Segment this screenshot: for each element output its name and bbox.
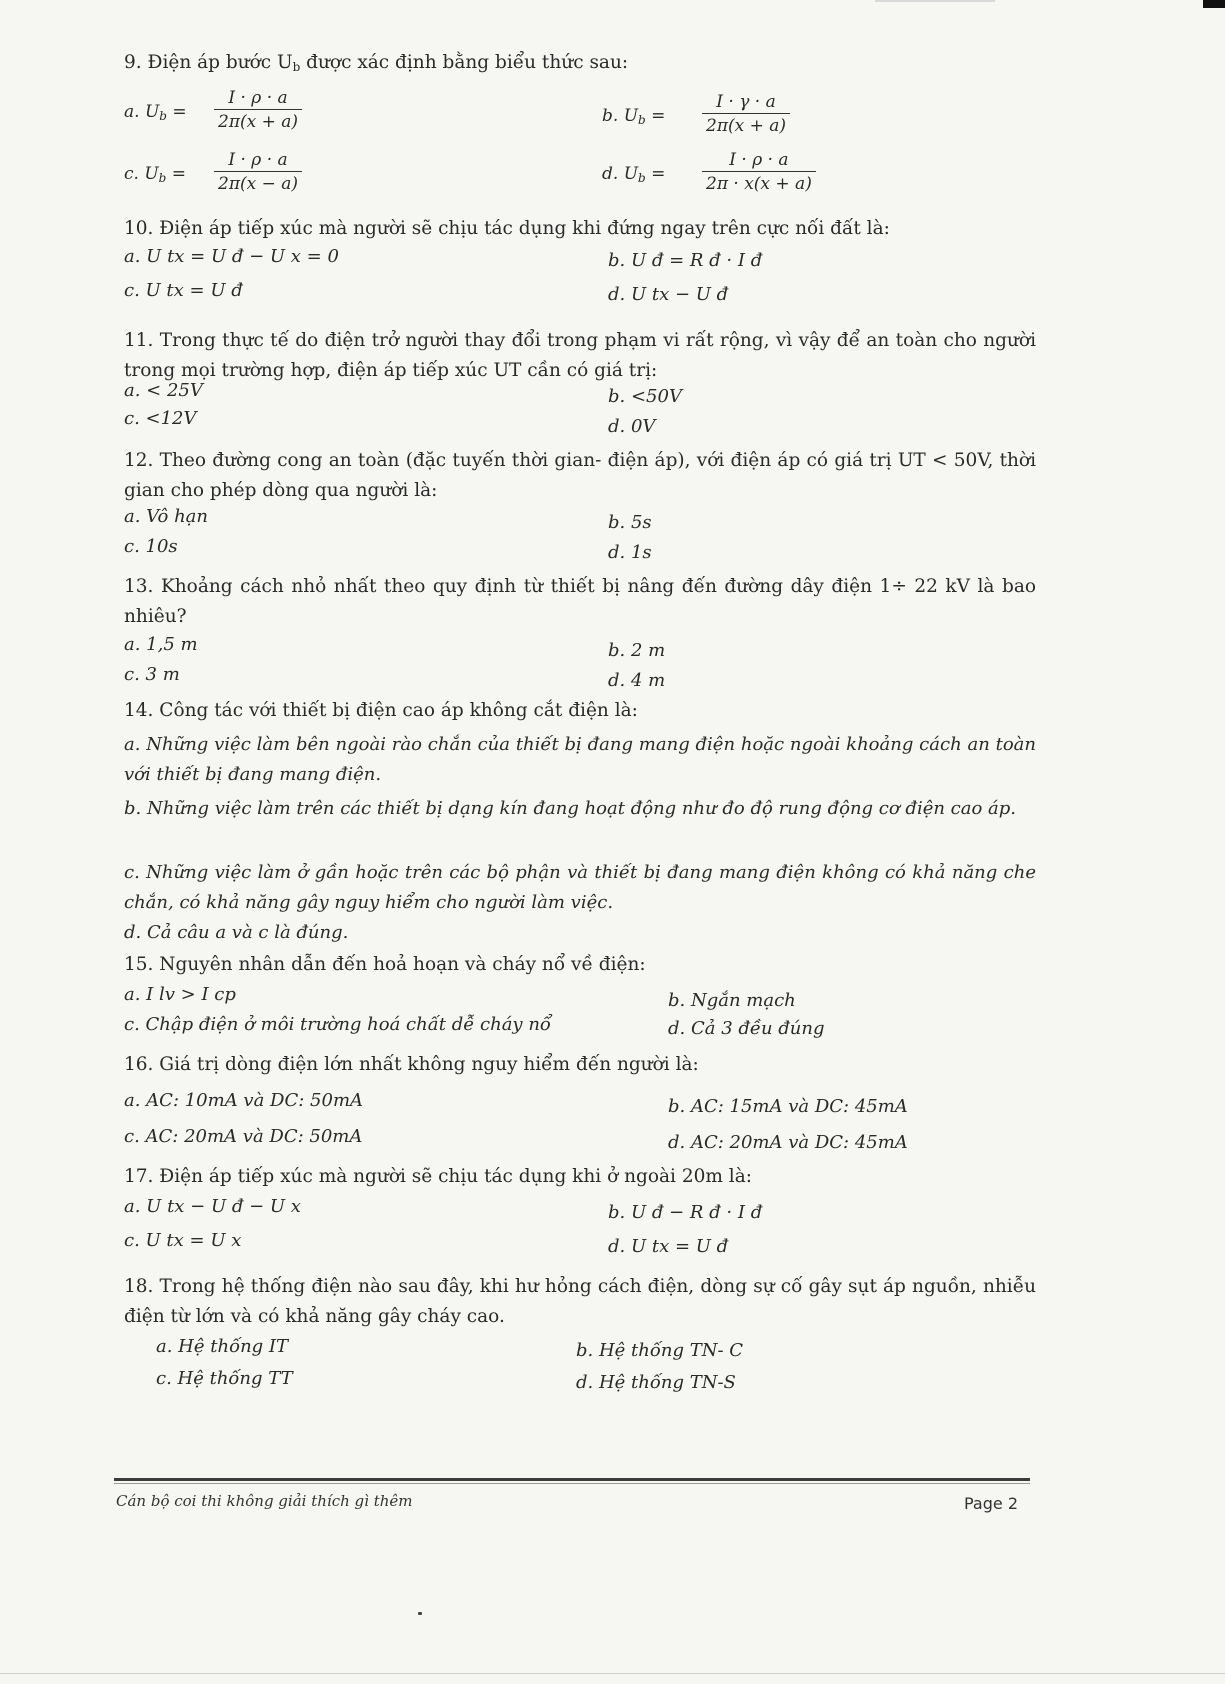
q15-option-c: c. Chập điện ở môi trường hoá chất dễ cháy nổ: [124, 1014, 551, 1035]
q13-option-b: b. 2 m: [608, 640, 666, 661]
q14-option-a: a. Những việc làm bên ngoài rào chắn của thiết bị đang mang điện hoặc ngoài khoảng cách an toàn với thiết bị đang mang điện.: [124, 734, 1036, 785]
q9-option-c: c. $U_b$ = $\frac{I \cdot \rho \cdot a}{2\pi(x - a)}$: [124, 150, 424, 200]
question-12: 12. Theo đường cong an toàn (đặc tuyến thời gian- điện áp), với điện áp có giá trị UT < 50V, thời gian cho phép dòng qua người là:: [124, 450, 1036, 501]
q15-option-b: b. Ngắn mạch: [668, 990, 796, 1011]
footer-divider: [114, 1478, 1030, 1481]
q16-option-d: d. AC: 20mA và DC: 45mA: [668, 1132, 908, 1153]
question-11: 11. Trong thực tế do điện trở người thay đổi trong phạm vi rất rộng, vì vậy để an toàn cho người trong mọi trường hợp, điện áp tiếp xúc UT cần có giá trị:: [124, 330, 1036, 381]
q12-option-c: c. 10s: [124, 536, 178, 557]
q9-option-b: b. $U_b$ = $\frac{I \cdot \gamma \cdot a}{2\pi(x + a)}$: [602, 92, 932, 142]
q12-option-d: d. 1s: [608, 542, 652, 563]
question-14: 14. Công tác với thiết bị điện cao áp không cắt điện là:: [124, 700, 638, 721]
q14-option-d: d. Cả câu a và c là đúng.: [124, 922, 349, 943]
q18-option-d: d. Hệ thống TN-S: [576, 1372, 736, 1393]
scan-edge-streak: [875, 0, 995, 2]
question-13: 13. Khoảng cách nhỏ nhất theo quy định từ thiết bị nâng đến đường dây điện 1÷ 22 kV là bao nhiêu?: [124, 576, 1036, 627]
question-16: 16. Giá trị dòng điện lớn nhất không nguy hiểm đến người là:: [124, 1054, 699, 1075]
q10-option-c: c. U tx = U đ: [124, 280, 243, 301]
q11-option-d: d. 0V: [608, 416, 656, 437]
q18-option-c: c. Hệ thống TT: [156, 1368, 293, 1389]
question-17: 17. Điện áp tiếp xúc mà người sẽ chịu tác dụng khi ở ngoài 20m là:: [124, 1166, 752, 1187]
q13-option-d: d. 4 m: [608, 670, 666, 691]
q17-option-d: d. U tx = U đ: [608, 1236, 729, 1257]
footer-note: Cán bộ coi thi không giải thích gì thêm: [116, 1492, 413, 1510]
q9-option-a: a. $U_b$ = $\frac{I \cdot \rho \cdot a}{2\pi(x + a)}$: [124, 88, 424, 138]
q13-option-c: c. 3 m: [124, 664, 180, 685]
q14-option-c: c. Những việc làm ở gần hoặc trên các bộ phận và thiết bị đang mang điện không có khả năng che chắn, có khả năng gây nguy hiểm cho người làm việc.: [124, 862, 1036, 913]
q15-option-d: d. Cả 3 đều đúng: [668, 1018, 825, 1039]
q10-option-d: d. U tx − U đ: [608, 284, 729, 305]
q17-option-b: b. U đ − R đ · I đ: [608, 1202, 763, 1223]
scan-bottom-edge: [0, 1673, 1225, 1684]
page-number: Page 2: [964, 1494, 1018, 1513]
q16-option-a: a. AC: 10mA và DC: 50mA: [124, 1090, 364, 1111]
footer-divider-thin: [114, 1483, 1030, 1484]
q17-option-a: a. U tx − U đ − U x: [124, 1196, 301, 1217]
q16-option-c: c. AC: 20mA và DC: 50mA: [124, 1126, 363, 1147]
q10-option-a: a. U tx = U đ − U x = 0: [124, 246, 339, 267]
question-15: 15. Nguyên nhân dẫn đến hoả hoạn và cháy nổ về điện:: [124, 954, 646, 975]
question-18: 18. Trong hệ thống điện nào sau đây, khi hư hỏng cách điện, dòng sự cố gây sụt áp nguồn, nhiễu điện từ lớn và có khả năng gây cháy cao.: [124, 1276, 1036, 1327]
q18-option-b: b. Hệ thống TN- C: [576, 1340, 744, 1361]
q12-option-a: a. Vô hạn: [124, 506, 208, 527]
q11-option-c: c. <12V: [124, 408, 197, 429]
q17-option-c: c. U tx = U x: [124, 1230, 242, 1251]
q11-option-b: b. <50V: [608, 386, 682, 407]
q11-option-a: a. < 25V: [124, 380, 203, 401]
q16-option-b: b. AC: 15mA và DC: 45mA: [668, 1096, 908, 1117]
q9-option-d: d. $U_b$ = $\frac{I \cdot \rho \cdot a}{2\pi \cdot x(x + a)}$: [602, 150, 962, 200]
q10-option-b: b. U đ = R đ · I đ: [608, 250, 763, 271]
question-9: 9. Điện áp bước $U_b$ được xác định bằng biểu thức sau:: [124, 52, 629, 74]
q13-option-a: a. 1,5 m: [124, 634, 198, 655]
q18-option-a: a. Hệ thống IT: [156, 1336, 289, 1357]
q14-option-b: b. Những việc làm trên các thiết bị dạng kín đang hoạt động như đo độ rung động cơ điện cao áp.: [124, 798, 1017, 819]
question-10: 10. Điện áp tiếp xúc mà người sẽ chịu tác dụng khi đứng ngay trên cực nối đất là:: [124, 218, 890, 239]
scan-edge-mark: [1203, 0, 1225, 8]
q12-option-b: b. 5s: [608, 512, 652, 533]
scan-speck: [418, 1612, 422, 1615]
q15-option-a: a. I lv > I cp: [124, 984, 236, 1005]
